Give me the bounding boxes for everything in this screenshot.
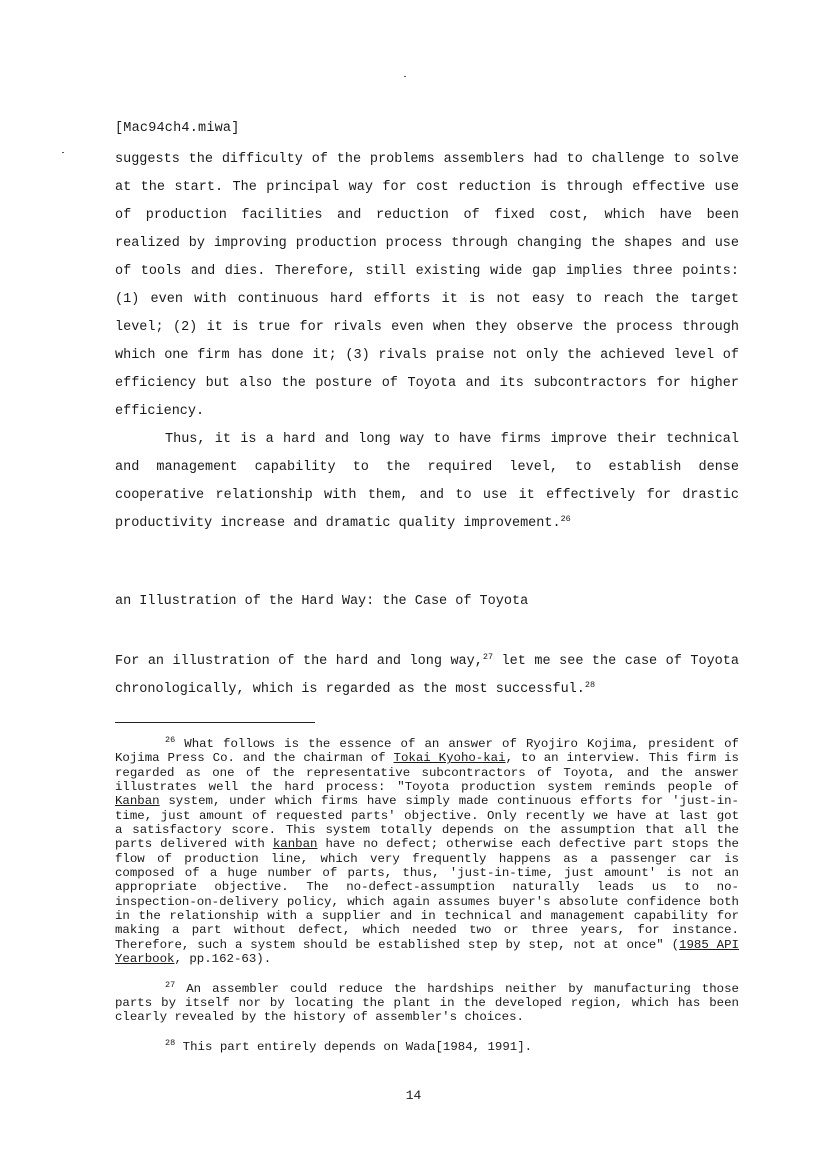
- footnote-text: An assembler could reduce the hardships neither by manufacturing those parts by itself nor by locating the plant in the developed region, which has been clearly revealed by the history of assembler's choices.: [115, 981, 739, 1025]
- footnote-28: [115, 1037, 739, 1054]
- document-reference-code: [Mac94ch4.miwa]: [115, 121, 240, 136]
- section-intro: [115, 648, 739, 704]
- footnote-26: [115, 737, 739, 967]
- footnote-text: , to an interview. This firm is regarded as one of the representative subcontractors of Toyota, and the answer illustrates well the hard process: "Toyota production system reminds people of: [115, 751, 739, 795]
- footnote-ref-27: 27: [482, 652, 494, 662]
- intro-paragraph: [115, 648, 739, 704]
- intro-text-2: let me see the case of Toyota chronologically, which is regarded as the most successful.: [115, 654, 739, 697]
- footnote-underlined-term: Tokai Kyoho-kai: [393, 751, 506, 766]
- footnote-ref-28: 28: [584, 680, 596, 690]
- page-number: 14: [405, 1088, 422, 1103]
- scan-speck: [62, 152, 64, 153]
- footnote-citation-title: 1985 API Yearbook: [115, 937, 739, 967]
- footnote-underlined-term: Kanban: [115, 794, 160, 809]
- body-text: [115, 146, 739, 538]
- footnote-27: [115, 979, 739, 1025]
- paragraph-2-text: Thus, it is a hard and long way to have firms improve their technical and management capability to the required level, to establish dense cooperative relationship with them, and to use it effectively for drastic productivity increase and dramatic quality improvement.: [115, 432, 739, 531]
- footnote-number: 28: [165, 1037, 176, 1048]
- footnote-text: , pp.162-63).: [174, 952, 272, 967]
- scan-speck: [404, 76, 406, 77]
- intro-text-1: For an illustration of the hard and long way,: [115, 654, 483, 669]
- footnote-text: have no defect; otherwise each defective part stops the flow of production line, which very frequently happens as a passenger car is composed of a huge number of parts, thus, 'just-in-time, just amount' is not an appropriate objective. The no-defect-assumption naturally leads us to no-inspection-on-delivery policy, which again assumes buyer's absolute confidence both in the relationship with a supplier and in technical and management capability for making a part without defect, which needed two or three years, for instance. Therefore, such a system should be established step by step, not at once" (: [115, 837, 739, 952]
- footnote-ref-26: 26: [560, 514, 571, 524]
- footnote-text: system, under which firms have simply made continuous efforts for 'just-in-time, just amount of requested parts' objective. Only recently we have at last got a satisfactory score. This system totally depends on the assumption that all the parts delivered with: [115, 794, 739, 852]
- footnote-separator: [115, 722, 315, 723]
- paragraph-1: suggests the difficulty of the problems assemblers had to challenge to solve at the start. The principal way for cost reduction is through effective use of production facilities and reduction of fixed cost, which have been realized by improving production process through changing the shapes and use of tools and dies. Therefore, still existing wide gap implies three points: (1) even with continuous hard efforts it is not easy to reach the target level; (2) it is true for rivals even when they observe the process through which one firm has done it; (3) rivals praise not only the achieved level of efficiency but also the posture of Toyota and its subcontractors for higher efficiency.: [115, 152, 739, 419]
- footnote-number: 27: [165, 979, 176, 990]
- footnotes: [115, 737, 739, 1069]
- paragraph-2: [115, 426, 739, 538]
- section-heading: an Illustration of the Hard Way: the Case of Toyota: [115, 594, 529, 609]
- footnote-text: This part entirely depends on Wada[1984, 1991].: [175, 1039, 533, 1054]
- footnote-number: 26: [165, 735, 176, 745]
- footnote-underlined-term: kanban: [272, 837, 318, 852]
- footnote-text: What follows is the essence of an answer of Ryojiro Kojima, president of Kojima Press Co. and the chairman of: [115, 737, 739, 766]
